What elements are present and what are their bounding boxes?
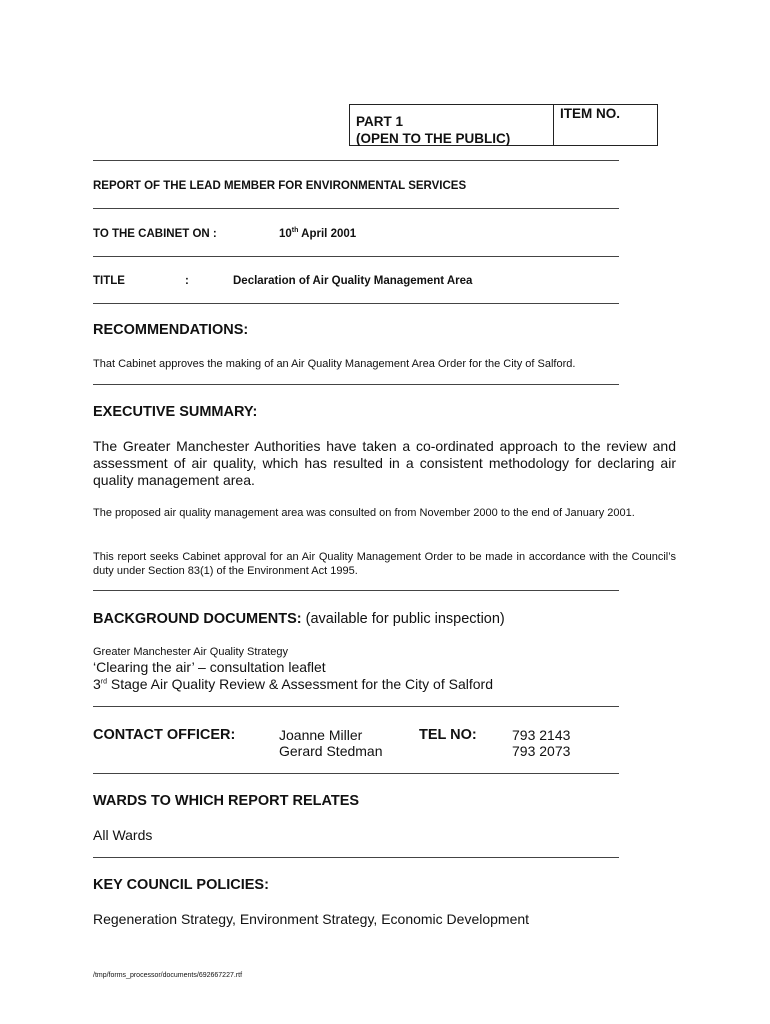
background-documents-heading [93, 611, 505, 627]
background-doc-3-rest: Stage Air Quality Review & Assessment for the City of Salford [107, 676, 493, 692]
divider-line [93, 208, 619, 209]
contact-tel-2: 793 2073 [512, 743, 571, 759]
background-heading-label: BACKGROUND DOCUMENTS: [93, 611, 302, 627]
key-policies-value: Regeneration Strategy, Environment Strategy, Economic Development [93, 911, 530, 927]
part-number: PART 1 [356, 114, 404, 129]
divider-line [93, 773, 619, 774]
title-value: Declaration of Air Quality Management Area [233, 275, 473, 287]
background-doc-2: ‘Clearing the air’ – consultation leaflet [93, 659, 326, 675]
contact-name-1: Joanne Miller [279, 727, 363, 743]
title-label: TITLE [93, 275, 125, 287]
divider-line [93, 384, 619, 385]
box-divider [553, 105, 554, 145]
cabinet-date [279, 228, 356, 240]
open-to-public: (OPEN TO THE PUBLIC) [356, 131, 511, 146]
report-of-heading: REPORT OF THE LEAD MEMBER FOR ENVIRONMENTAL SERVICES [93, 180, 467, 192]
tel-no-label: TEL NO: [419, 727, 477, 743]
recommendations-heading: RECOMMENDATIONS: [93, 322, 249, 338]
executive-summary-para1: The Greater Manchester Authorities have taken a co-ordinated approach to the review and assessment of air quality, which has resulted in a consistent methodology for declaring air quality management area. [93, 438, 676, 488]
background-doc-1: Greater Manchester Air Quality Strategy [93, 646, 289, 658]
title-colon: : [185, 275, 189, 287]
executive-summary-para2: The proposed air quality management area was consulted on from November 2000 to the end of January 2001. [93, 507, 635, 519]
contact-name-2: Gerard Stedman [279, 743, 383, 759]
key-policies-heading: KEY COUNCIL POLICIES: [93, 877, 269, 893]
contact-tel-1: 793 2143 [512, 727, 571, 743]
background-subheading: (available for public inspection) [301, 611, 505, 627]
divider-line [93, 256, 619, 257]
wards-heading: WARDS TO WHICH REPORT RELATES [93, 793, 360, 809]
cabinet-date-day: 10 [279, 228, 292, 240]
item-no-label: ITEM NO. [560, 106, 620, 121]
divider-line [93, 160, 619, 161]
part-label [356, 113, 510, 147]
executive-summary-para3: This report seeks Cabinet approval for an Air Quality Management Order to be made in accordance with the Council’s duty under Section 83(1) of the Environment Act 1995. [93, 551, 676, 577]
part-item-box [349, 104, 658, 146]
divider-line [93, 706, 619, 707]
footer-file-path: /tmp/forms_processor/documents/692667227.rtf [93, 972, 243, 979]
divider-line [93, 303, 619, 304]
background-doc-3-sup: rd [100, 678, 108, 686]
wards-value: All Wards [93, 827, 153, 843]
divider-line [93, 857, 619, 858]
contact-officer-label: CONTACT OFFICER: [93, 727, 236, 743]
background-doc-3-num: 3 [93, 676, 101, 692]
cabinet-date-rest: April 2001 [298, 228, 357, 240]
executive-summary-heading: EXECUTIVE SUMMARY: [93, 404, 258, 420]
divider-line [93, 590, 619, 591]
cabinet-date-suffix: th [291, 227, 299, 235]
background-doc-3 [93, 676, 493, 693]
recommendations-text: That Cabinet approves the making of an Air Quality Management Area Order for the City of Salford. [93, 358, 576, 370]
cabinet-label: TO THE CABINET ON : [93, 228, 217, 240]
